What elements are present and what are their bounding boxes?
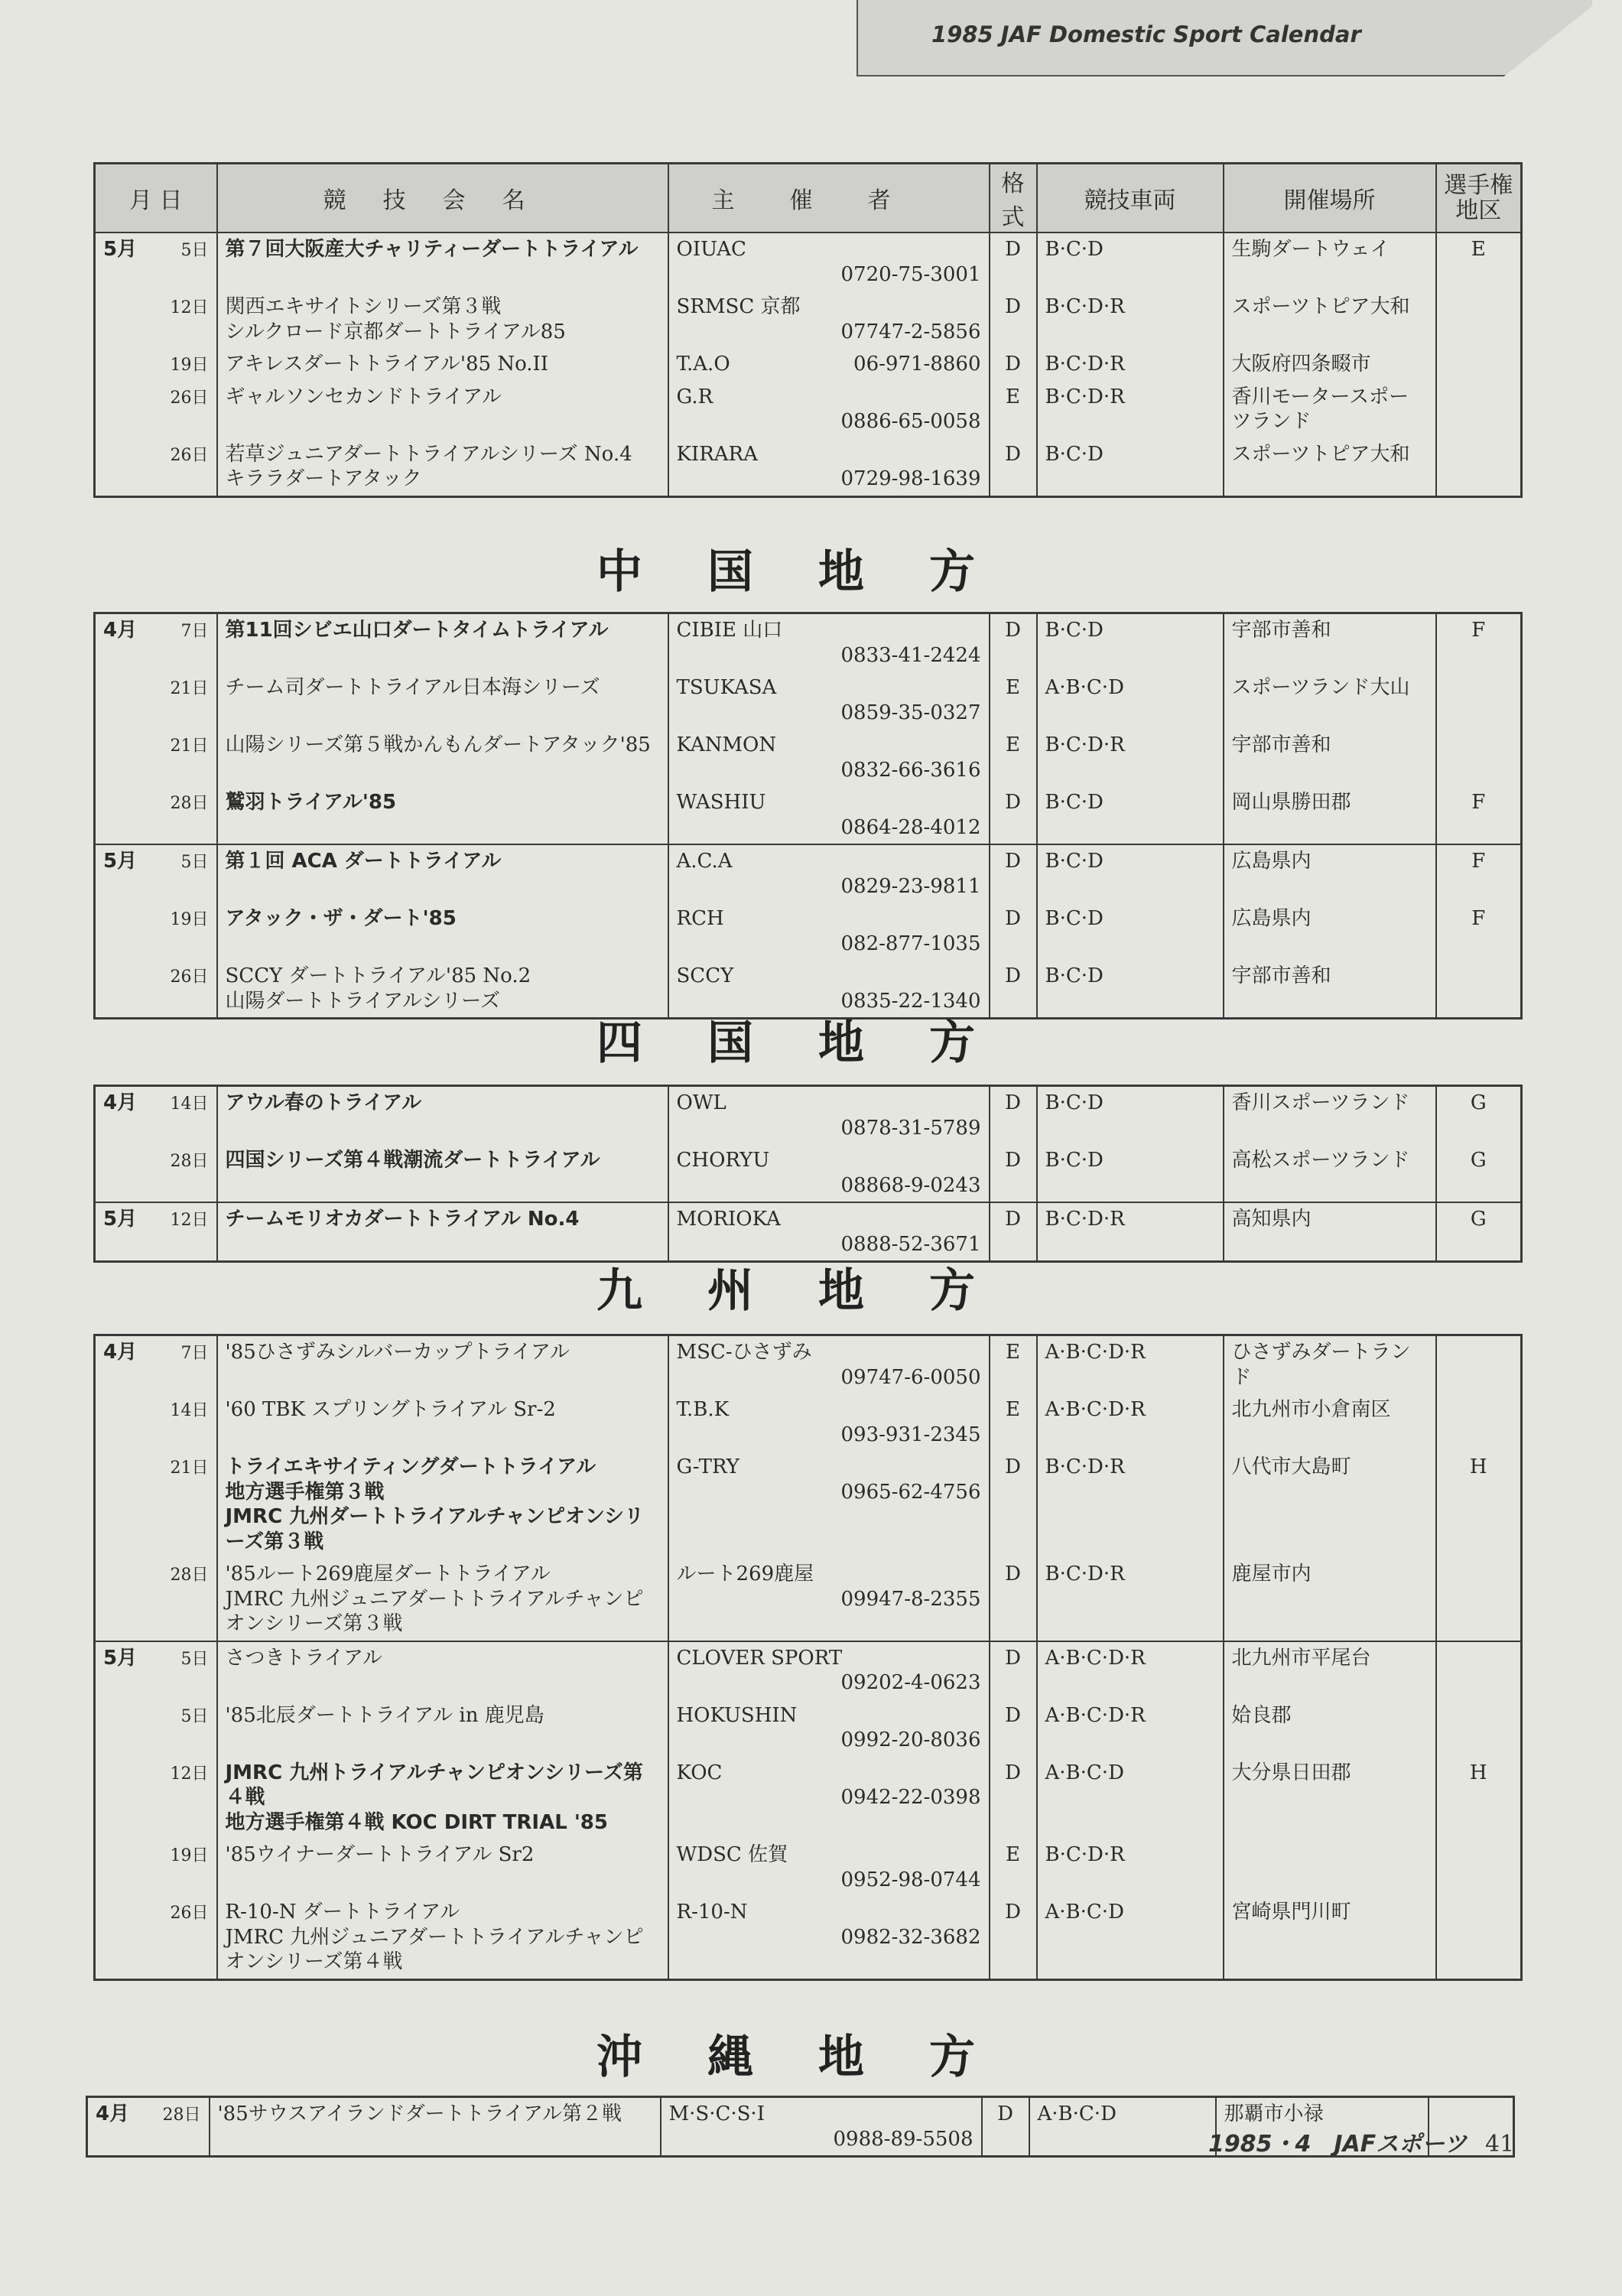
organizer-cell <box>668 613 990 672</box>
date-cell <box>95 348 217 381</box>
organizer-cell <box>668 381 990 438</box>
venue-cell: 大分県日田郡 <box>1224 1757 1436 1839</box>
event-name: 第11回シビエ山口ダートタイムトライアル <box>217 613 668 672</box>
organizer-name: CHORYU <box>676 1149 770 1172</box>
organizer-phone: 0859-35-0327 <box>840 701 981 724</box>
month-label: 5月 <box>103 1646 138 1670</box>
event-name: 第１回 ACA ダートトライアル <box>217 844 668 902</box>
format-cell: D <box>990 1896 1037 1979</box>
organizer-phone: 0988-89-5508 <box>833 2127 974 2151</box>
date-cell <box>95 1394 217 1451</box>
organizer-name: KIRARA <box>676 442 758 466</box>
venue-cell: 広島県内 <box>1224 902 1436 960</box>
organizer-cell <box>668 233 990 291</box>
event-name: '60 TBK スプリングトライアル Sr-2 <box>217 1394 668 1451</box>
organizer-cell <box>668 1757 990 1839</box>
day-label: 19日 <box>170 1846 209 1865</box>
format-cell: D <box>990 844 1037 902</box>
format-cell: E <box>990 1394 1037 1451</box>
col-header-format: 格式 <box>990 164 1037 233</box>
vehicles-cell: B·C·D·R <box>1037 1451 1224 1558</box>
venue-cell: 香川スポーツランド <box>1224 1086 1436 1145</box>
organizer-cell <box>668 1394 990 1451</box>
organizer-phone: 0864-28-4012 <box>840 815 981 839</box>
format-cell: D <box>990 233 1037 291</box>
event-name: ギャルソンセカンドトライアル <box>217 381 668 438</box>
region-cell <box>1436 1699 1522 1757</box>
organizer-name: OIUAC <box>676 238 746 261</box>
col-header-organizer: 主催者 <box>668 164 990 233</box>
organizer-phone: 0982-32-3682 <box>840 1925 981 1949</box>
event-name: SCCY ダートトライアル'85 No.2 山陽ダートトライアルシリーズ <box>217 960 668 1019</box>
organizer-phone: 0888-52-3671 <box>840 1232 981 1256</box>
day-label: 19日 <box>170 910 209 929</box>
format-cell: D <box>990 786 1037 844</box>
vehicles-cell: B·C·D·R <box>1037 291 1224 348</box>
venue-cell: 鹿屋市内 <box>1224 1558 1436 1641</box>
event-name: '85北辰ダートトライアル in 鹿児島 <box>217 1699 668 1757</box>
vehicles-cell: B·C·D <box>1037 786 1224 844</box>
event-name: 鷲羽トライアル'85 <box>217 786 668 844</box>
vehicles-cell: A·B·C·D·R <box>1037 1394 1224 1451</box>
day-label: 5日 <box>180 1649 209 1669</box>
event-name: 四国シリーズ第４戦潮流ダートトライアル <box>217 1144 668 1202</box>
organizer-phone: 0878-31-5789 <box>840 1116 981 1140</box>
table-row <box>95 1202 1522 1262</box>
vehicles-cell: B·C·D <box>1037 613 1224 672</box>
venue-cell: ひさずみダートランド <box>1224 1335 1436 1394</box>
event-name: 第７回大阪産大チャリティーダートトライアル <box>217 233 668 291</box>
vehicles-cell: A·B·C·D <box>1037 1896 1224 1979</box>
event-name: アキレスダートトライアル'85 No.II <box>217 348 668 381</box>
format-cell: D <box>990 1086 1037 1145</box>
vehicles-cell: B·C·D·R <box>1037 1558 1224 1641</box>
day-label: 12日 <box>170 1764 209 1784</box>
event-name: チーム司ダートトライアル日本海シリーズ <box>217 672 668 729</box>
organizer-name: TSUKASA <box>676 676 777 699</box>
date-cell <box>95 672 217 729</box>
day-label: 21日 <box>170 737 209 756</box>
organizer-cell <box>668 1839 990 1896</box>
month-label: 4月 <box>103 1091 138 1114</box>
venue-cell: スポーツトピア大和 <box>1224 438 1436 497</box>
organizer-name: KOC <box>676 1761 723 1784</box>
month-label: 5月 <box>103 850 138 873</box>
schedule-table-chugoku <box>93 612 1523 1020</box>
venue-cell: 高知県内 <box>1224 1202 1436 1262</box>
organizer-cell <box>668 729 990 786</box>
table-row <box>95 381 1522 438</box>
day-label: 5日 <box>180 241 209 260</box>
organizer-phone: 0942-22-0398 <box>840 1786 981 1809</box>
format-cell: D <box>990 902 1037 960</box>
organizer-cell <box>668 902 990 960</box>
organizer-cell <box>668 1896 990 1979</box>
table-row <box>95 1641 1522 1699</box>
footer-issue: 1985・4 JAFスポーツ <box>1208 2131 1468 2158</box>
format-cell: E <box>990 381 1037 438</box>
organizer-cell <box>668 786 990 844</box>
col-header-name: 競技会名 <box>217 164 668 233</box>
table-row <box>95 672 1522 729</box>
col-header-vehicles: 競技車両 <box>1037 164 1224 233</box>
format-cell: D <box>990 348 1037 381</box>
region-cell: H <box>1469 1455 1487 1478</box>
event-name: '85ルート269鹿屋ダートトライアル JMRC 九州ジュニアダートトライアルチャンピオンシリーズ第３戦 <box>217 1558 668 1641</box>
day-label: 14日 <box>170 1401 209 1420</box>
table-row <box>95 844 1522 902</box>
format-cell: E <box>990 1335 1037 1394</box>
date-cell <box>95 1144 217 1202</box>
format-cell: D <box>990 1558 1037 1641</box>
day-label: 5日 <box>180 853 209 872</box>
date-cell <box>95 844 217 902</box>
format-cell: D <box>990 1202 1037 1262</box>
organizer-name: RCH <box>676 907 724 930</box>
vehicles-cell: B·C·D <box>1037 233 1224 291</box>
organizer-name: WDSC 佐賀 <box>676 1843 788 1866</box>
format-cell: E <box>990 672 1037 729</box>
vehicles-cell: B·C·D <box>1037 1086 1224 1145</box>
region-cell <box>1436 438 1522 497</box>
venue-cell: 生駒ダートウェイ <box>1224 233 1436 291</box>
month-label: 4月 <box>103 619 138 642</box>
venue-cell: 北九州市小倉南区 <box>1224 1394 1436 1451</box>
organizer-phone: 07747-2-5856 <box>840 320 981 343</box>
table-row <box>95 1335 1522 1394</box>
organizer-name: G-TRY <box>676 1455 739 1478</box>
vehicles-cell: B·C·D <box>1037 902 1224 960</box>
schedule-table-kyushu <box>93 1334 1523 1981</box>
date-cell <box>95 786 217 844</box>
region-cell <box>1436 1641 1522 1699</box>
event-name: R-10-N ダートトライアル JMRC 九州ジュニアダートトライアルチャンピオンシリーズ第４戦 <box>217 1896 668 1979</box>
date-cell <box>95 1086 217 1145</box>
organizer-phone: 0965-62-4756 <box>840 1480 981 1504</box>
table-row <box>95 786 1522 844</box>
region-cell <box>1436 960 1522 1019</box>
organizer-phone: 0952-98-0744 <box>840 1868 981 1891</box>
event-name: さつきトライアル <box>217 1641 668 1699</box>
vehicles-cell: A·B·C·D <box>1037 672 1224 729</box>
organizer-name: KANMON <box>676 733 777 756</box>
venue-cell: 北九州市平尾台 <box>1224 1641 1436 1699</box>
event-name: トライエキサイティングダートトライアル 地方選手権第３戦 JMRC 九州ダートトライアルチャンピオンシリーズ第３戦 <box>217 1451 668 1558</box>
event-name: JMRC 九州トライアルチャンピオンシリーズ第４戦 地方選手権第４戦 KOC DIRT TRIAL '85 <box>217 1757 668 1839</box>
organizer-cell <box>668 1558 990 1641</box>
format-cell: D <box>990 438 1037 497</box>
event-name: 若草ジュニアダートトライアルシリーズ No.4 キララダートアタック <box>217 438 668 497</box>
event-name: '85ウイナーダートトライアル Sr2 <box>217 1839 668 1896</box>
venue-cell <box>1224 1839 1436 1896</box>
vehicles-cell: B·C·D·R <box>1037 1202 1224 1262</box>
organizer-name: CLOVER SPORT <box>676 1646 843 1670</box>
month-label: 5月 <box>103 238 138 261</box>
month-label: 4月 <box>103 1341 138 1364</box>
table-row <box>95 1451 1522 1558</box>
venue-cell: 岡山県勝田郡 <box>1224 786 1436 844</box>
day-label: 28日 <box>162 2106 201 2125</box>
region-cell <box>1436 1558 1522 1641</box>
organizer-phone: 0720-75-3001 <box>840 262 981 286</box>
vehicles-cell: A·B·C·D·R <box>1037 1335 1224 1394</box>
organizer-phone: 09747-6-0050 <box>840 1365 981 1389</box>
organizer-name: A.C.A <box>676 850 733 873</box>
header-title: 1985 JAF Domestic Sport Calendar <box>931 21 1361 47</box>
event-name: アタック・ザ・ダート'85 <box>217 902 668 960</box>
organizer-cell <box>668 438 990 497</box>
vehicles-cell: B·C·D <box>1037 960 1224 1019</box>
region-cell: F <box>1471 907 1486 930</box>
venue-cell: 宇部市善和 <box>1224 729 1436 786</box>
organizer-cell <box>668 1144 990 1202</box>
event-name: 山陽シリーズ第５戦かんもんダートアタック'85 <box>217 729 668 786</box>
organizer-phone: 06-971-8860 <box>853 353 981 376</box>
venue-cell: 那覇市小禄 <box>1216 2097 1429 2157</box>
region-cell <box>1436 348 1522 381</box>
venue-cell: スポーツランド大山 <box>1224 672 1436 729</box>
day-label: 5日 <box>180 1706 209 1726</box>
month-label: 5月 <box>103 1208 138 1231</box>
region-cell <box>1436 1896 1522 1979</box>
table-row <box>95 1757 1522 1839</box>
day-label: 28日 <box>170 1152 209 1171</box>
format-cell: D <box>990 1641 1037 1699</box>
organizer-cell <box>668 1086 990 1145</box>
date-cell <box>95 1896 217 1979</box>
date-cell <box>95 1641 217 1699</box>
organizer-cell <box>668 348 990 381</box>
venue-cell: スポーツトピア大和 <box>1224 291 1436 348</box>
organizer-name: CIBIE 山口 <box>676 619 783 642</box>
organizer-phone: 0992-20-8036 <box>840 1729 981 1751</box>
date-cell <box>95 291 217 348</box>
page-number: 41 <box>1485 2131 1515 2158</box>
table-row <box>95 1699 1522 1757</box>
format-cell: E <box>990 1839 1037 1896</box>
schedule-table-shikoku <box>93 1085 1523 1263</box>
organizer-name: SCCY <box>676 964 734 987</box>
organizer-phone: 0832-66-3616 <box>840 758 981 782</box>
event-name: '85サウスアイランドダートトライアル第２戦 <box>210 2097 661 2157</box>
day-label: 7日 <box>180 622 209 641</box>
organizer-phone: 0886-65-0058 <box>840 410 981 433</box>
date-cell <box>95 613 217 672</box>
format-cell: D <box>990 613 1037 672</box>
region-title-shikoku: 四国地方 <box>596 1016 1040 1070</box>
table-row <box>95 729 1522 786</box>
date-cell <box>95 1699 217 1757</box>
vehicles-cell: B·C·D <box>1037 1144 1224 1202</box>
format-cell: D <box>990 1451 1037 1558</box>
vehicles-cell: A·B·C·D·R <box>1037 1641 1224 1699</box>
organizer-cell <box>668 1641 990 1699</box>
day-label: 12日 <box>170 298 209 317</box>
date-cell <box>95 1335 217 1394</box>
table-row <box>95 1144 1522 1202</box>
region-cell: E <box>1471 238 1486 261</box>
format-cell: D <box>990 1757 1037 1839</box>
venue-cell: 姶良郡 <box>1224 1699 1436 1757</box>
vehicles-cell: B·C·D·R <box>1037 348 1224 381</box>
organizer-cell <box>661 2097 982 2157</box>
vehicles-cell: B·C·D <box>1037 438 1224 497</box>
format-cell: D <box>990 291 1037 348</box>
region-cell: G <box>1436 1202 1522 1262</box>
vehicles-cell: A·B·C·D <box>1029 2097 1216 2157</box>
date-cell <box>95 381 217 438</box>
venue-cell: 宇部市善和 <box>1224 613 1436 672</box>
date-cell <box>95 1451 217 1558</box>
organizer-cell <box>668 844 990 902</box>
organizer-phone: 0835-22-1340 <box>840 989 981 1013</box>
event-name: '85ひさずみシルバーカップトライアル <box>217 1335 668 1394</box>
table-row <box>95 1839 1522 1896</box>
date-cell <box>95 1558 217 1641</box>
region-cell <box>1436 291 1522 348</box>
table-row <box>95 613 1522 672</box>
venue-cell: 広島県内 <box>1224 844 1436 902</box>
event-name: チームモリオカダートトライアル No.4 <box>217 1202 668 1262</box>
col-header-venue: 開催場所 <box>1224 164 1436 233</box>
venue-cell: 香川モータースポーツランド <box>1224 381 1436 438</box>
region-cell <box>1436 729 1522 786</box>
vehicles-cell: A·B·C·D <box>1037 1757 1224 1839</box>
vehicles-cell: B·C·D·R <box>1037 729 1224 786</box>
vehicles-cell: A·B·C·D·R <box>1037 1699 1224 1757</box>
organizer-name: MSC-ひさずみ <box>676 1341 812 1364</box>
organizer-phone: 0729-98-1639 <box>840 467 981 490</box>
organizer-name: R-10-N <box>676 1901 748 1924</box>
organizer-name: OWL <box>676 1091 726 1114</box>
table-row <box>95 438 1522 497</box>
organizer-phone: 09202-4-0623 <box>840 1671 981 1694</box>
venue-cell: 八代市大島町 <box>1224 1451 1436 1558</box>
organizer-name: WASHIU <box>676 791 766 814</box>
date-cell <box>95 1757 217 1839</box>
region-cell: F <box>1471 619 1486 642</box>
organizer-cell <box>668 1699 990 1757</box>
schedule-table-kansai <box>93 162 1523 498</box>
region-cell: H <box>1469 1761 1487 1784</box>
region-cell <box>1436 672 1522 729</box>
region-cell: G <box>1470 1091 1487 1114</box>
month-label: 4月 <box>96 2102 130 2125</box>
region-title-chugoku: 中国地方 <box>596 545 1040 599</box>
organizer-phone: 093-931-2345 <box>840 1423 981 1446</box>
organizer-cell <box>668 1202 990 1262</box>
date-cell <box>95 960 217 1019</box>
date-cell <box>95 1839 217 1896</box>
organizer-name: ルート269鹿屋 <box>676 1563 814 1585</box>
table-row <box>95 1558 1522 1641</box>
region-cell: G <box>1470 1149 1487 1172</box>
organizer-name: HOKUSHIN <box>676 1703 798 1727</box>
vehicles-cell: B·C·D <box>1037 844 1224 902</box>
organizer-cell <box>668 1335 990 1394</box>
organizer-phone: 09947-8-2355 <box>840 1587 981 1611</box>
organizer-phone: 0833-41-2424 <box>840 643 981 667</box>
col-header-date: 月 日 <box>95 164 217 233</box>
day-label: 26日 <box>170 388 209 408</box>
organizer-cell <box>668 291 990 348</box>
date-cell <box>95 1202 217 1262</box>
region-cell: F <box>1436 844 1522 902</box>
col-header-region: 選手権地区 <box>1436 164 1522 233</box>
vehicles-cell: B·C·D·R <box>1037 381 1224 438</box>
region-cell <box>1436 1335 1522 1394</box>
day-label: 12日 <box>170 1211 209 1230</box>
date-cell <box>95 233 217 291</box>
day-label: 14日 <box>170 1094 209 1114</box>
day-label: 28日 <box>170 794 209 813</box>
region-title-kyushu: 九州地方 <box>596 1264 1040 1318</box>
table-row <box>95 1086 1522 1145</box>
day-label: 21日 <box>170 1459 209 1478</box>
format-cell: D <box>982 2097 1029 2157</box>
event-name: 関西エキサイトシリーズ第３戦 シルクロード京都ダートトライアル85 <box>217 291 668 348</box>
venue-cell: 大阪府四条畷市 <box>1224 348 1436 381</box>
format-cell: D <box>990 1144 1037 1202</box>
organizer-name: T.B.K <box>676 1398 730 1421</box>
date-cell <box>95 438 217 497</box>
day-label: 26日 <box>170 445 209 465</box>
day-label: 28日 <box>170 1566 209 1585</box>
region-cell <box>1436 1839 1522 1896</box>
day-label: 21日 <box>170 679 209 698</box>
table-row <box>95 291 1522 348</box>
vehicles-cell: B·C·D·R <box>1037 1839 1224 1896</box>
organizer-cell <box>668 672 990 729</box>
event-name: アウル春のトライアル <box>217 1086 668 1145</box>
organizer-phone: 08868-9-0243 <box>840 1173 981 1197</box>
venue-cell: 高松スポーツランド <box>1224 1144 1436 1202</box>
table-row <box>95 348 1522 381</box>
organizer-name: M·S·C·S·I <box>668 2102 765 2125</box>
day-label: 19日 <box>170 356 209 375</box>
organizer-phone: 082-877-1035 <box>840 932 981 955</box>
format-cell: D <box>990 1699 1037 1757</box>
organizer-name: SRMSC 京都 <box>676 295 801 318</box>
day-label: 7日 <box>180 1344 209 1363</box>
region-cell: F <box>1471 791 1486 814</box>
organizer-phone: 0829-23-9811 <box>840 874 981 898</box>
organizer-name: T.A.O <box>676 353 730 376</box>
organizer-name: MORIOKA <box>676 1208 781 1231</box>
venue-cell: 宮崎県門川町 <box>1224 1896 1436 1979</box>
date-cell <box>95 902 217 960</box>
table-row <box>95 1394 1522 1451</box>
table-row <box>95 233 1522 291</box>
date-cell <box>87 2097 210 2157</box>
organizer-cell <box>668 1451 990 1558</box>
organizer-name: G.R <box>676 385 713 408</box>
day-label: 26日 <box>170 1904 209 1923</box>
region-cell <box>1436 381 1522 438</box>
date-cell <box>95 729 217 786</box>
day-label: 26日 <box>170 968 209 987</box>
table-row <box>95 1896 1522 1979</box>
page-footer <box>1208 2125 1514 2158</box>
format-cell: D <box>990 960 1037 1019</box>
region-cell <box>1436 1394 1522 1451</box>
region-title-okinawa: 沖縄地方 <box>596 2031 1040 2084</box>
format-cell: E <box>990 729 1037 786</box>
table-row <box>95 902 1522 960</box>
venue-cell: 宇部市善和 <box>1224 960 1436 1019</box>
